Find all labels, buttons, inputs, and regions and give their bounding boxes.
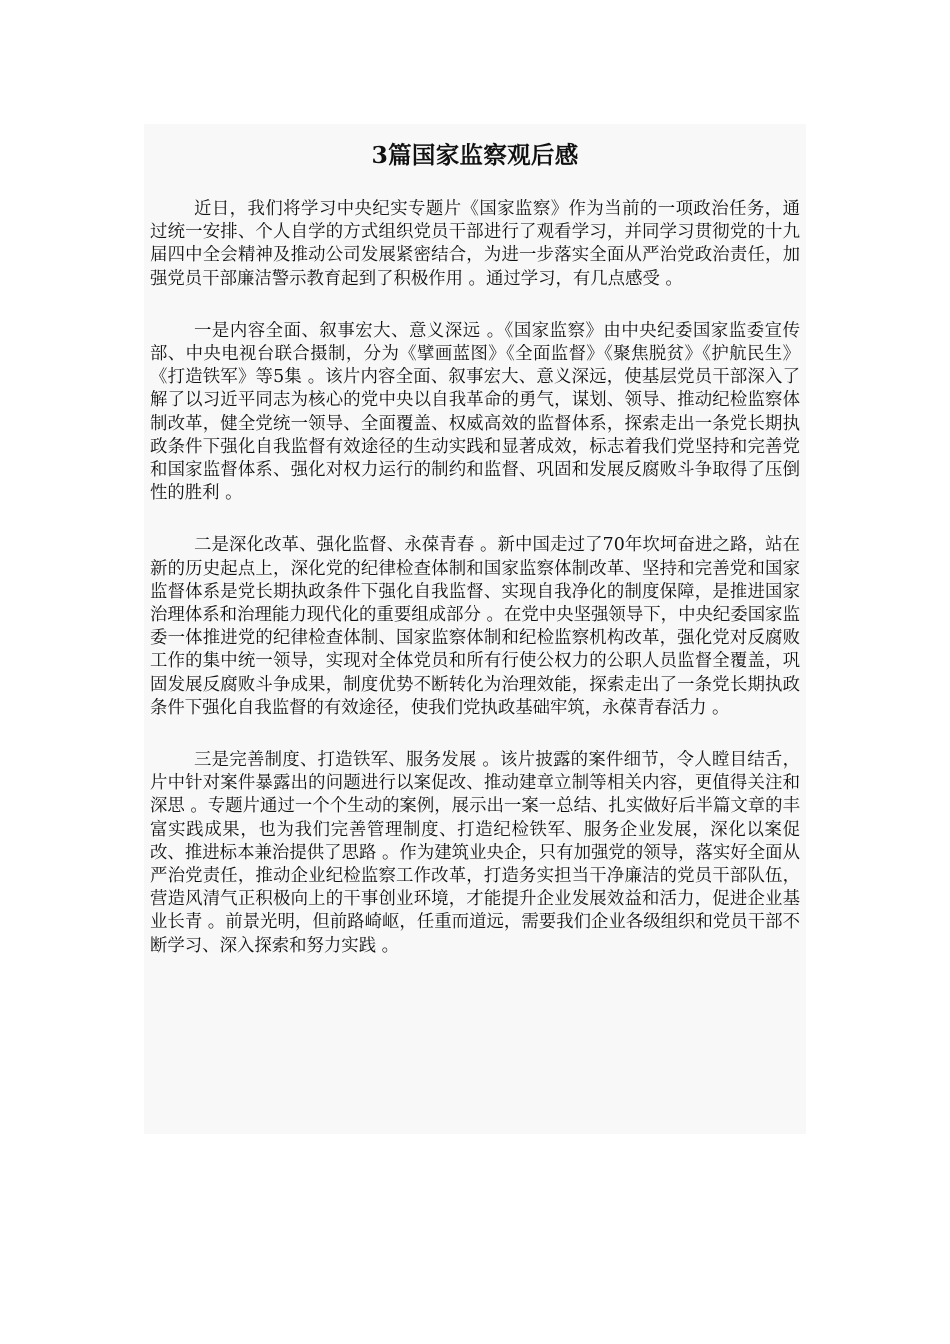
document-page — [144, 124, 806, 1134]
paragraph-point-three: 三是完善制度、打造铁军、服务发展 。该片披露的案件细节，令人瞠目结舌，片中针对案件暴露出的问题进行以案促改、推动建章立制等相关内容，更值得关注和深思 。专题片通过一个个生动的案例，展示出一案一总结、扎实做好后半篇文章的丰富实践成果，也为我们完善管理制度、打造纪检铁军、服务企业发展，深化以案促改、推进标本兼治提供了思路 。作为建筑业央企，只有加强党的领导，落实好全面从严治党责任，推动企业纪检监察工作改革，打造务实担当干净廉洁的党员干部队伍，营造风清气正积极向上的干事创业环境，才能提升企业发展效益和活力，促进企业基业长青 。前景光明，但前路崎岖，任重而道远，需要我们企业各级组织和党员干部不断学习、深入探索和努力实践 。 — [150, 750, 800, 956]
paragraph-intro: 近日，我们将学习中央纪实专题片《国家监察》作为当前的一项政治任务，通过统一安排、个人自学的方式组织党员干部进行了观看学习，并同学习贯彻党的十九届四中全会精神及推动公司发展紧密结合，为进一步落实全面从严治党政治责任，加强党员干部廉洁警示教育起到了积极作用 。通过学习，有几点感受 。 — [150, 199, 800, 289]
document-title: 3篇国家监察观后感 — [371, 141, 579, 169]
paragraph-point-two: 二是深化改革、强化监督、永葆青春 。新中国走过了70年坎坷奋进之路，站在新的历史起点上，深化党的纪律检查体制和国家监察体制改革、坚持和完善党和国家监督体系是党长期执政条件下强化自我监督、实现自我净化的制度保障，是推进国家治理体系和治理能力现代化的重要组成部分 。在党中央坚强领导下，中央纪委国家监委一体推进党的纪律检查体制、国家监察体制和纪检监察机构改革，强化党对反腐败工作的集中统一领导，实现对全体党员和所有行使公权力的公职人员监督全覆盖，巩固发展反腐败斗争成果，制度优势不断转化为治理效能，探索走出了一条党长期执政条件下强化自我监督的有效途径，使我们党执政基础牢筑，永葆青春活力 。 — [150, 535, 800, 718]
paragraph-point-one: 一是内容全面、叙事宏大、意义深远 。《国家监察》由中央纪委国家监委宣传部、中央电视台联合摄制，分为《擘画蓝图》《全面监督》《聚焦脱贫》《护航民生》《打造铁军》等5集 。该片内容全面、叙事宏大、意义深远，使基层党员干部深入了解了以习近平同志为核心的党中央以自我革命的勇气，谋划、领导、推动纪检监察体制改革，健全党统一领导、全面覆盖、权威高效的监督体系，探索走出一条党长期执政条件下强化自我监督有效途径的生动实践和显著成效，标志着我们党坚持和完善党和国家监督体系、强化对权力运行的制约和监督、巩固和发展反腐败斗争取得了压倒性的胜利 。 — [150, 320, 800, 504]
